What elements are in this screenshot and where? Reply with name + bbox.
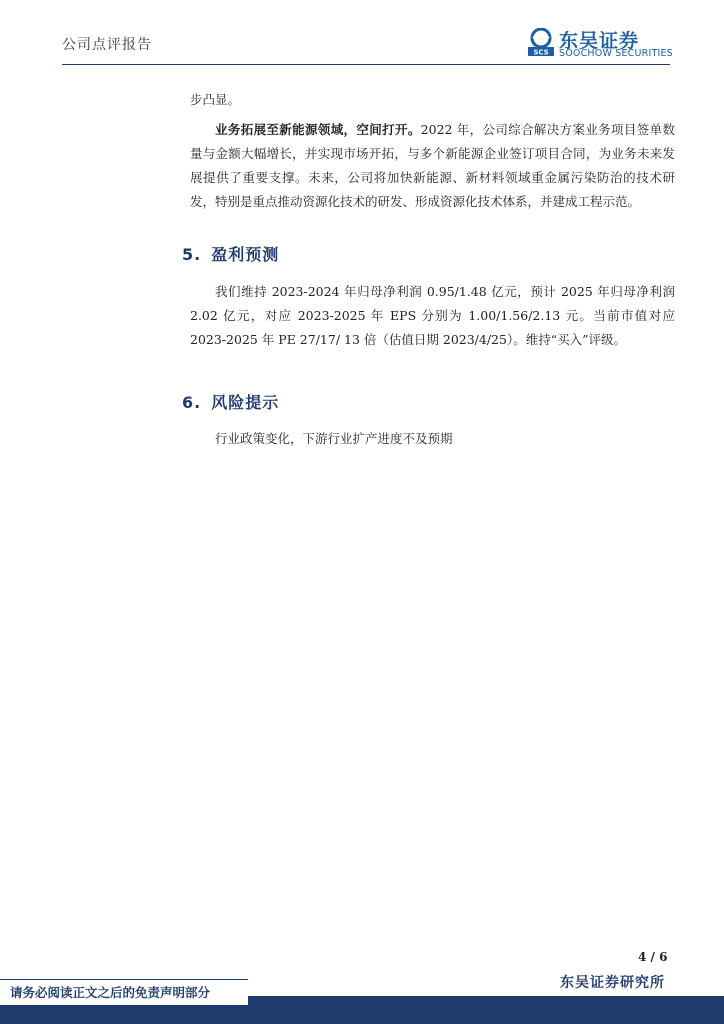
section-number: 5.: [182, 245, 202, 264]
logo-english-name: SOOCHOW SECURITIES: [559, 48, 673, 59]
paragraph-risk: 行业政策变化，下游行业扩产进度不及预期: [215, 431, 453, 446]
section-heading-risk: [182, 390, 279, 413]
section-number: 6.: [182, 393, 202, 412]
company-logo: [527, 26, 677, 60]
report-type-label: 公司点评报告: [62, 37, 152, 53]
paragraph-lead-bold: 业务拓展至新能源领域，空间打开。: [215, 122, 421, 137]
logo-mark-icon: [527, 28, 555, 58]
section-heading-profit-forecast: [182, 242, 279, 265]
paragraph-business-expansion: [190, 118, 675, 214]
logo-chinese-name: 东吴证券: [559, 30, 640, 52]
paragraph-profit-forecast: 我们维持 2023-2024 年归母净利润 0.95/1.48 亿元，预计 2025 年归母净利润 2.02 亿元，对应 2023-2025 年 EPS 分别为 1.00/1.56/2.13 元。当前市值对应 2023-2025 年 PE 27/17/ 13 倍（估值日期 2023/4/25）。维持“买入”评级。: [190, 284, 675, 347]
footer-organization: 东吴证券研究所: [560, 975, 665, 991]
logo-mark-text: SCS: [533, 48, 549, 57]
paragraph-continued: 步凸显。: [190, 92, 241, 107]
header-divider: [62, 64, 670, 65]
page-number: 4 / 6: [638, 950, 668, 964]
section-title: 盈利预测: [211, 245, 280, 264]
paragraph-body: 2022 年，公司综合解决方案业务项目签单数量与金额大幅增长，并实现市场开拓，与多个新能源企业签订项目合同，为业务未来发展提供了重要支撑。未来，公司将加快新能源、新材料领域重金属污染防治的技术研发，特别是重点推动资源化技术的研发、形成资源化技术体系，并建成工程示范。: [190, 122, 675, 209]
section-title: 风险提示: [211, 393, 280, 412]
footer-disclaimer: 请务必阅读正文之后的免责声明部分: [0, 979, 248, 1005]
